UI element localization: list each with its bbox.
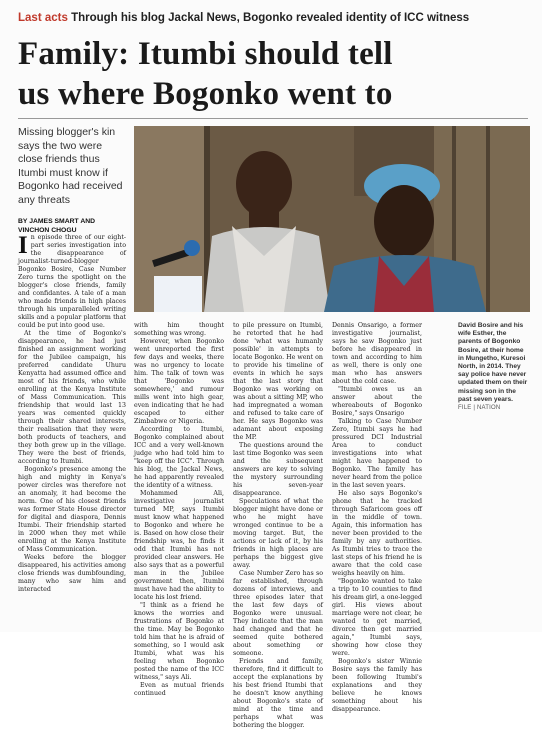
headline-line-1: Family: Itumbi should tell xyxy=(18,36,393,72)
headline-rule xyxy=(18,118,528,119)
paragraph: The questions around the last time Bogonko was seen and the subsequent answers are key to solving the mystery surrounding his seven-year disappearance. xyxy=(233,442,323,497)
caption-text: David Bosire and his wife Esther, the parents of Bogonko Bosire, at their home in Mungetho, Kuresoi North, in 2014. They say police have never updated them on their missing son in the past seven years. xyxy=(458,322,528,403)
byline: BY JAMES SMART AND VINCHON CHOGU xyxy=(18,218,96,234)
paragraph: At the time of Bogonko's disappearance, he had just finished an assignment working for the Jubilee campaign, his preferred candidate Uhuru Kenyatta had assumed office and most of his friends, who while enrolling at the Kenya Institute of Mass Communication. This friendship that would last 13 years was cemented quickly through their shared interests, their realisation that they were both products of teachers, and they both grew up in the village. They were the best of friends, according to Itumbi. xyxy=(18,330,126,465)
paragraph: to pile pressure on Itumbi, he retorted that he had done 'what was humanly possible' in attempts to locate Bogonko. He went on to provide his timeline of events in which he says that the last story that Bogonko was working on was about a sitting MP, who had impregnated a woman and refused to take care of her. He says Bogonko was adamant about exposing the MP. xyxy=(233,322,323,441)
paragraph: "Bogonko wanted to take a trip to 10 counties to find his dream girl, a one-legged girl. His views about marriage were not clear, he wanted to get married, divorce then get married again," Itumbi says, showing how close they were. xyxy=(332,578,422,657)
paragraph: According to Itumbi, Bogonko complained about ICC and a very well-known judge who had told him to "keep off the ICC". Through his blog, the Jackal News, he had apparently revealed the identity of a witness. xyxy=(134,426,224,489)
kicker-label: Last acts xyxy=(18,12,68,24)
paragraph: Even as mutual friends continued xyxy=(134,682,224,697)
headline-line-2: us where Bogonko went to xyxy=(18,76,393,112)
article-column-3 xyxy=(233,322,323,730)
kicker xyxy=(18,12,528,24)
paragraph: Talking to Case Number Zero, Itumbi says he had pressured DCI Industrial Area to conduct investigations into what might have happened to Bogonko. The family has never heard from the police in the last seven years. xyxy=(332,418,422,489)
paragraph: Case Number Zero has so far established, through dozens of interviews, and three episodes later that the last few days of Bogonko were unusual. They indicate that the man had changed and that he seemed quite bothered about something or someone. xyxy=(233,570,323,657)
paragraph: Bogonko's presence among the high and mighty in Kenya's power circles was therefore not an anomaly, it had become the norm. One of his closest friends was former State House director for digital and diaspora, Dennis Itumbi. Their friendship started in 2000 when they met while enrolling at the Kenya Institute of Mass Communication. xyxy=(18,466,126,553)
article-column-2 xyxy=(134,322,224,698)
photo-credit: FILE | NATION xyxy=(458,405,501,412)
paragraph xyxy=(18,234,126,330)
paragraph: "I think as a friend he knows the worries and frustrations of Bogonko at the time. May be Bogonko told him that he is afraid of something, so I would ask Itumbi, what was his feeling when Bogonko posted the name of the ICC witness," says Ali. xyxy=(134,602,224,681)
paragraph: Speculations of what the blogger might have done or who he might have wronged continue to be a moving target. But, the actions or lack of it, by his friends in high places are perhaps the biggest give away. xyxy=(233,498,323,569)
paragraph: Bogonko's sister Winnie Bosire says the family has been following Itumbi's explanations and they believe he knows something about his disappearance. xyxy=(332,658,422,713)
photo-caption xyxy=(458,322,528,412)
article-column-1 xyxy=(18,234,126,594)
paragraph: Mohammed Ali, investigative journalist turned MP, says Itumbi must know what happened to Bogonko and where he is. Based on how close their friendship was, he finds it odd that Itumbi has not provided clear answers. He also says that as a powerful man in the Jubilee government then, Itumbi must have had the ability to locate his lost friend. xyxy=(134,490,224,601)
paragraph: Dennis Onsarigo, a former investigative journalist, says he saw Bogonko just before he disappeared in town and according to him as well, there is only one man who has answers about the cold case. xyxy=(332,322,422,385)
article-photo xyxy=(134,126,530,312)
headline xyxy=(18,34,530,114)
paragraph: However, when Bogonko went unreported the first few days and weeks, there was no urgency to locate him. The talk of town was that 'Bogonko was somewhere,' and rumour mills went into high gear, even indicating that he had escaped to either Zimbabwe or Nigeria. xyxy=(134,338,224,425)
paragraph: Friends and family, therefore, find it difficult to accept the explanations by his best friend Itumbi that he doesn't know anything about Bogonko's state of mind at the time and perhaps what was bothering the blogger. xyxy=(233,658,323,729)
article-column-4 xyxy=(332,322,422,714)
photo-illustration xyxy=(134,126,530,312)
paragraph: with him thought something was wrong. xyxy=(134,322,224,337)
paragraph: "Itumbi owes us an answer about the whereabouts of Bogonko Bosire," says Onsarigo xyxy=(332,386,422,417)
drop-cap: I xyxy=(18,232,28,259)
deck: Missing blogger's kin says the two were close friends thus Itumbi must know if Bogonko had received any threats xyxy=(18,126,123,206)
kicker-text: Through his blog Jackal News, Bogonko revealed identity of ICC witness xyxy=(71,12,470,24)
paragraph: He also says Bogonko's phone that he tracked through Safaricom goes off in the middle of town. Again, this information has never been provided to the family by any authorities. As Itumbi tries to trace the last steps of his friend he is aware that the cold case weighs heavily on him. xyxy=(332,490,422,577)
paragraph-text: n episode three of our eight-part series investigation into the disappearance of journalist-turned-blogger Bogonko Bosire, Case Number Zero turns the spotlight on the blogger's close friends, family and confidantes. A tale of a man who made friends in high places through his unparalleled writing skills and a popular platform that could be put into good use. xyxy=(18,234,126,329)
paragraph: Weeks before the blogger disappeared, his activities among close friends was dumbfounding, many who saw him and interacted xyxy=(18,554,126,593)
